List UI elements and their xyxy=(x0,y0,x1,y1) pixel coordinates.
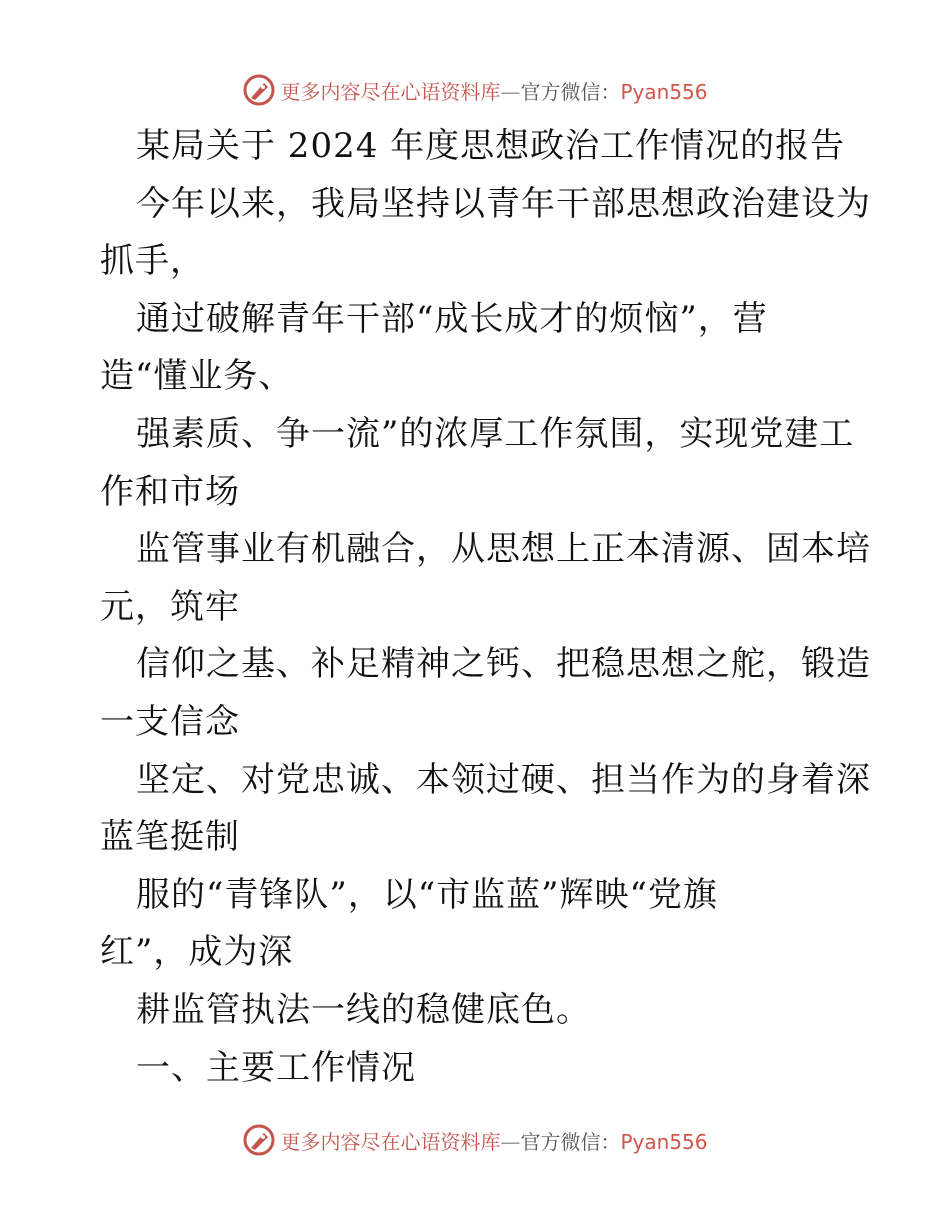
paragraph-line: 今年以来，我局坚持以青年干部思想政治建设为 xyxy=(136,183,871,224)
paragraph-line: 造“懂业务、 xyxy=(100,356,294,397)
watermark-text: 更多内容尽在心语资料库—官方微信：Pyan556 xyxy=(280,1129,708,1154)
watermark-text: 更多内容尽在心语资料库—官方微信：Pyan556 xyxy=(280,79,708,104)
fountain-pen-logo-icon xyxy=(242,1123,276,1157)
fountain-pen-logo-icon xyxy=(242,73,276,107)
paragraph-line: 强素质、争一流”的浓厚工作氛围，实现党建工 xyxy=(136,413,855,454)
document-title: 某局关于 2024 年度思想政治工作情况的报告 xyxy=(136,126,846,166)
paragraph-line: 抓手， xyxy=(100,241,205,282)
paragraph-line: 元，筑牢 xyxy=(100,586,240,627)
paragraph-line: 通过破解青年干部“成长成才的烦恼”，营 xyxy=(136,298,768,339)
paragraph-line: 信仰之基、补足精神之钙、把稳思想之舵，锻造 xyxy=(136,644,871,685)
document-body xyxy=(100,118,871,1097)
paragraph-line: 耕监管执法一线的稳健底色。 xyxy=(136,989,591,1030)
paragraph-line: 坚定、对党忠诚、本领过硬、担当作为的身着深 xyxy=(136,759,871,800)
watermark-banner-top xyxy=(0,70,950,110)
watermark-banner-bottom xyxy=(0,1120,950,1160)
paragraph-line: 服的“青锋队”，以“市监蓝”辉映“党旗 xyxy=(136,874,718,915)
paragraph-line: 监管事业有机融合，从思想上正本清源、固本培 xyxy=(136,529,871,570)
paragraph-line: 一支信念 xyxy=(100,701,240,742)
paragraph-line: 作和市场 xyxy=(100,471,240,512)
paragraph-line: 红”，成为深 xyxy=(100,932,294,973)
paragraph-line: 蓝笔挺制 xyxy=(100,817,240,858)
section-heading: 一、主要工作情况 xyxy=(136,1047,416,1088)
